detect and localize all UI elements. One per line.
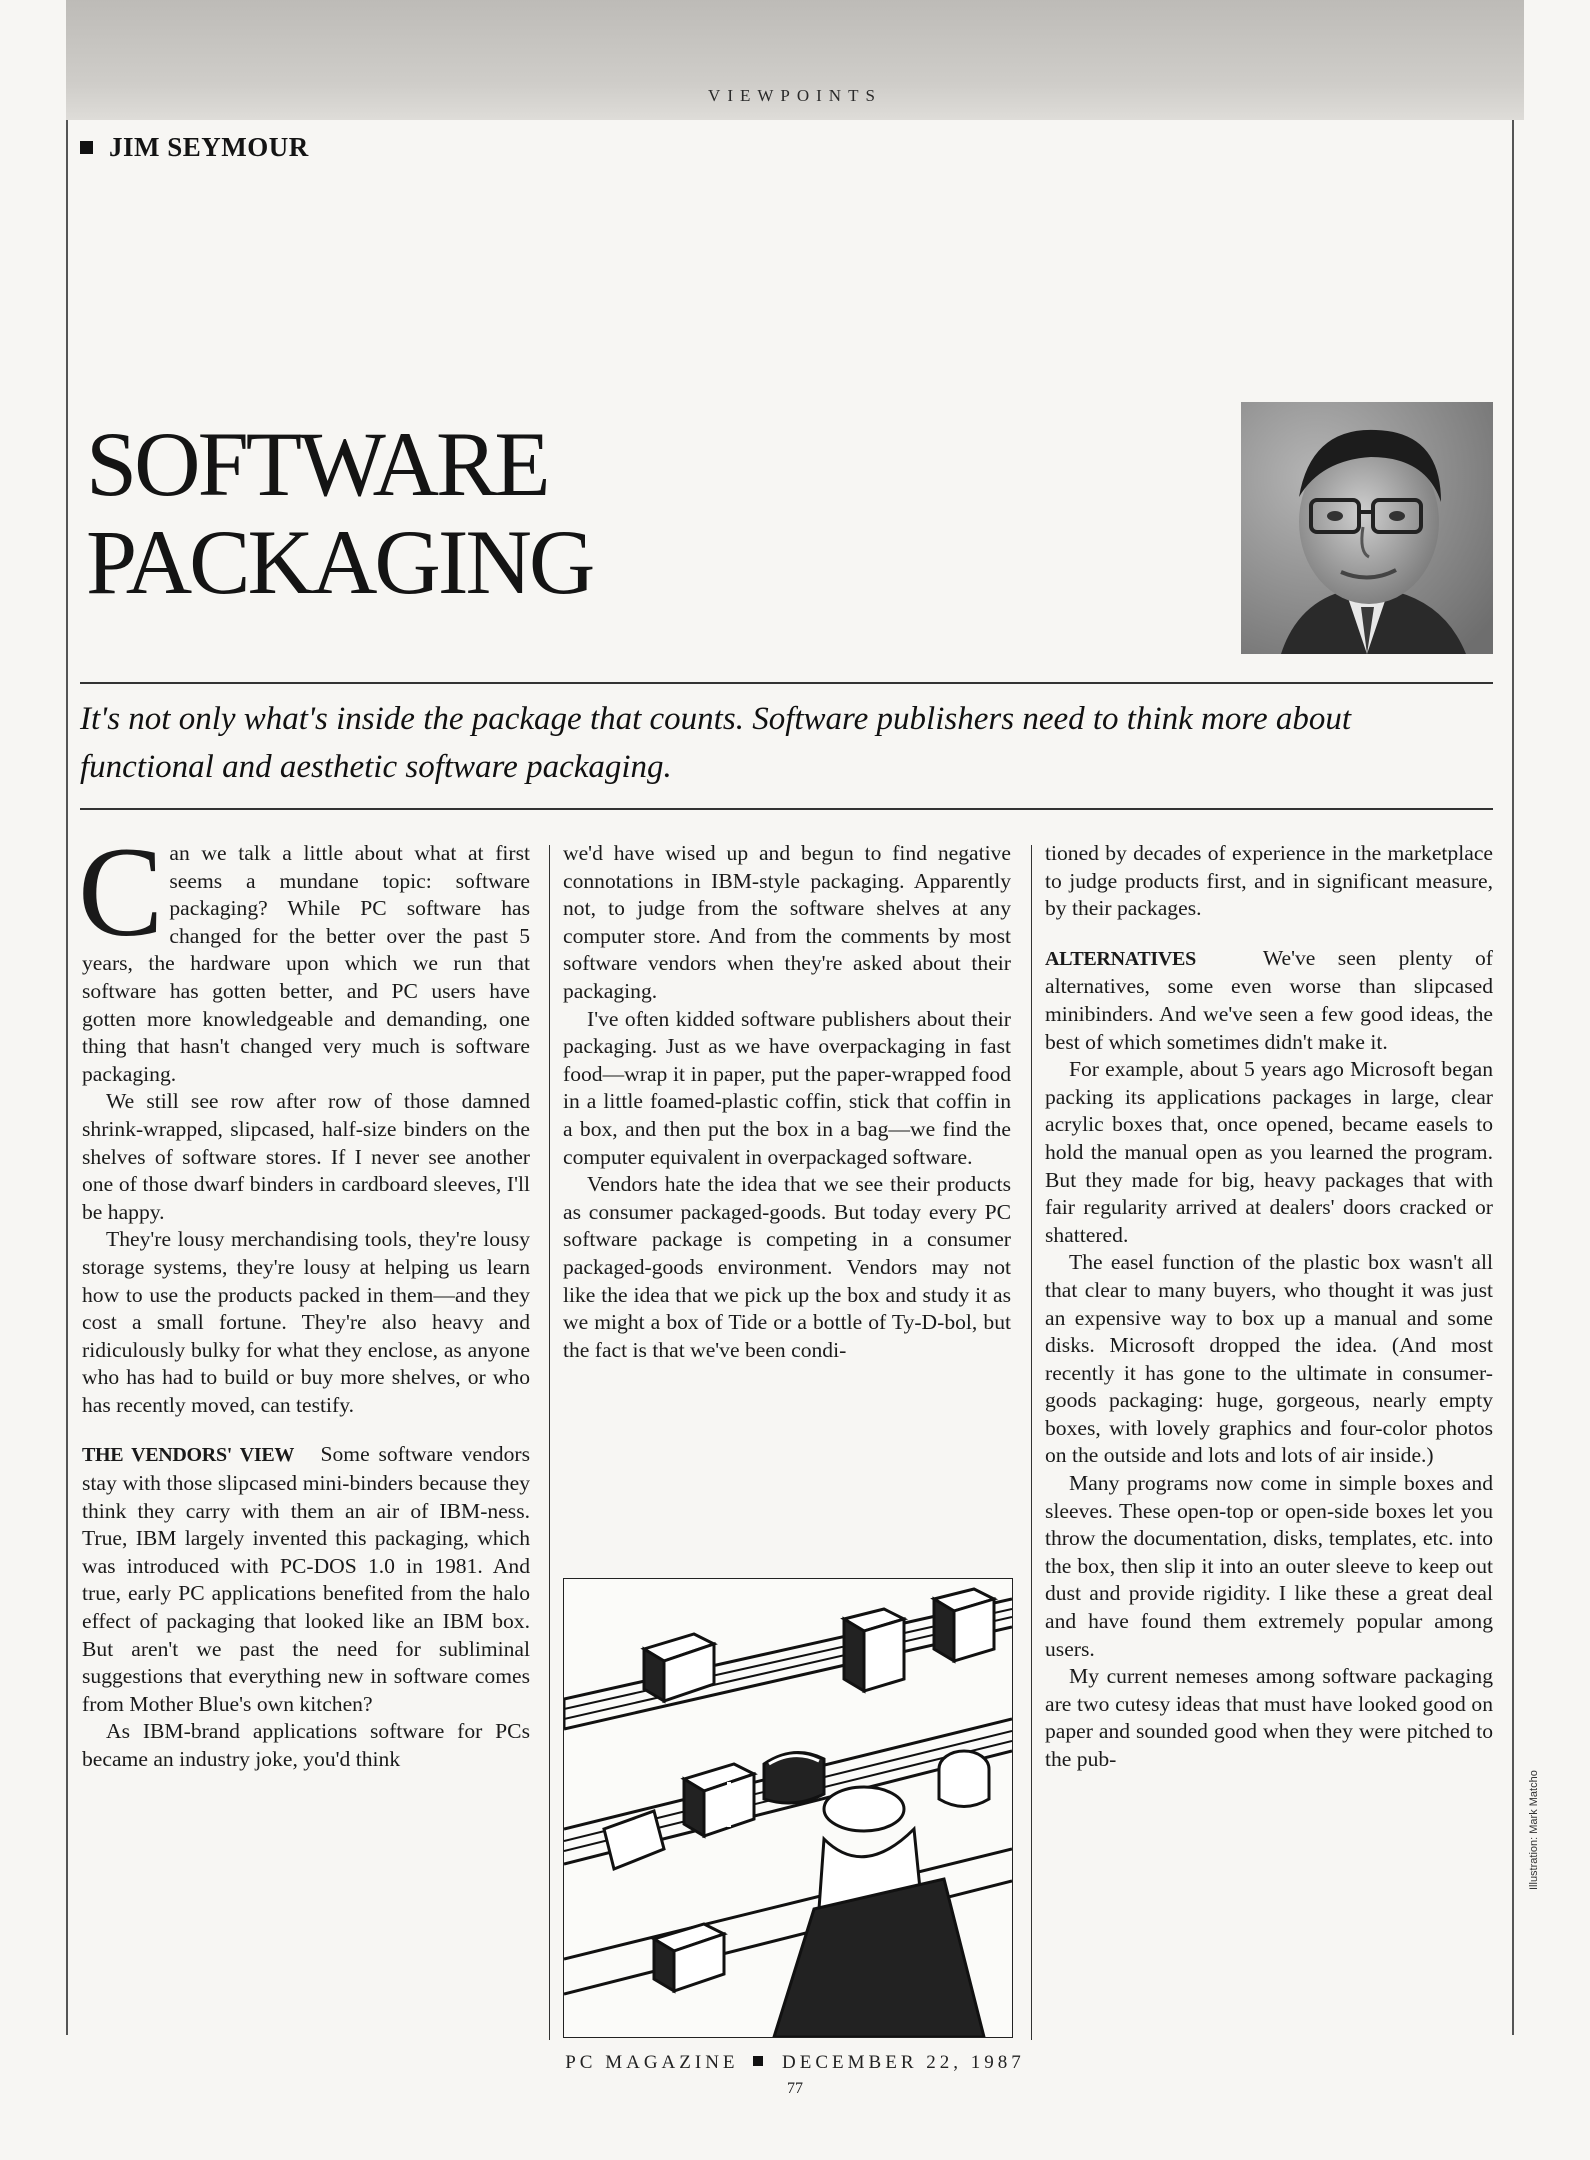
article-title bbox=[86, 413, 593, 613]
page-frame-left bbox=[66, 120, 68, 2035]
paragraph: we'd have wised up and begun to find negative connotations in IBM-style packaging. Apparently not, to judge from the software shelves at any computer store. And from the comments by most software vendors when they're asked about their packaging. bbox=[563, 841, 1011, 1003]
drop-cap: C bbox=[78, 821, 164, 963]
column-1 bbox=[78, 821, 530, 1774]
paragraph: tioned by decades of experience in the marketplace to judge products first, and in significant measure, by their packages. bbox=[1045, 841, 1493, 921]
paragraph bbox=[1045, 945, 1493, 1056]
article-deck: It's not only what's inside the package that counts. Software publishers need to think more about functional and aesthetic software packaging. bbox=[80, 701, 1352, 785]
paragraph-text: We've seen plenty of alternatives, some even worse than slipcased minibinders. And we've seen a few good ideas, the best of which sometimes didn't make it. bbox=[1045, 945, 1493, 1054]
paragraph-text: Some software vendors stay with those slipcased mini-binders because they think they carry with them an air of IBM-ness. True, IBM largely invented this packaging, which was introduced with PC-DOS 1.0 in 1981. And true, early PC applications benefited from the halo effect of packaging that looked like an IBM box. But aren't we past the need for subliminal suggestions that everything new in software comes from Mother Blue's own kitchen? bbox=[82, 1442, 530, 1716]
illustration bbox=[563, 1578, 1013, 2038]
author-photo bbox=[1241, 402, 1493, 654]
paragraph: The easel function of the plastic box wasn't all that clear to many buyers, who thought it was just an expensive way to box up a manual and some disks. Microsoft dropped the idea. (And most recently it has gone to the ultimate in consumer-goods packaging: huge, gorgeous, nearly empty boxes, with lovely graphics and four-color photos on the outside and lots and lots of air inside.) bbox=[1045, 1250, 1493, 1468]
deck-bottom-rule bbox=[80, 808, 1493, 810]
column-2 bbox=[563, 840, 1011, 1364]
paragraph bbox=[78, 821, 530, 1088]
paragraph: I've often kidded software publishers about their packaging. Just as we have overpackaging in fast food—wrap it in paper, put the paper-wrapped food in a little foamed-plastic coffin, stick that coffin in a box, and then put the box in a bag—we find the computer equivalent in overpackaged software. bbox=[563, 1006, 1011, 1169]
section-label: VIEWPOINTS bbox=[708, 86, 882, 105]
illustration-credit: Illustration: Mark Matcho bbox=[1528, 1770, 1540, 1890]
paragraph: They're lousy merchandising tools, they're lousy storage systems, they're lousy at helping us learn how to use the products packed in them—and they cost a small fortune. They're also heavy and ridiculously bulky for what they enclose, as anyone who has had to build or buy more shelves, or who has recently moved, can testify. bbox=[82, 1227, 530, 1417]
title-line-2: PACKAGING bbox=[86, 511, 593, 613]
author-portrait-image bbox=[1241, 402, 1493, 654]
byline bbox=[80, 132, 309, 163]
paragraph-text: an we talk a little about what at first seems a mundane topic: software packaging? While PC software has changed for the better over the past 5 years, the hardware upon which we run that software has gotten better, and PC users have gotten more knowledgeable and demanding, one thing that hasn't changed very much is software packaging. bbox=[82, 841, 530, 1086]
title-line-1: SOFTWARE bbox=[86, 413, 548, 515]
page-frame-right bbox=[1512, 120, 1514, 2035]
paragraph: For example, about 5 years ago Microsoft began packing its applications packages in large, clear acrylic boxes that, once opened, became easels to hold the manual open as you learned the program. But they made for big, heavy packages that with fair regularity arrived at dealers' doors cracked or shattered. bbox=[1045, 1057, 1493, 1247]
footer-date: DECEMBER 22, 1987 bbox=[782, 2052, 1025, 2073]
page-footer bbox=[0, 2052, 1590, 2074]
author-name: JIM SEYMOUR bbox=[109, 132, 309, 162]
paragraph: Many programs now come in simple boxes and sleeves. These open-top or open-side boxes let you throw the documentation, disks, templates, etc. into the box, then slip it into an outer sleeve to keep out dust and provide rigidity. I like these a great deal and have found them extremely popular among users. bbox=[1045, 1471, 1493, 1661]
paragraph: Vendors hate the idea that we see their products as consumer packaged-goods. But today every PC software package is competing in a consumer packaged-goods environment. Vendors may not like the idea that we pick up the box and study it as we might a box of Tide or a bottle of Ty-D-bol, but the fact is that we've been condi- bbox=[563, 1172, 1011, 1362]
section-heading: ALTERNATIVES bbox=[1045, 947, 1196, 970]
column-3 bbox=[1045, 840, 1493, 1774]
paragraph: As IBM-brand applications software for PCs became an industry joke, you'd think bbox=[82, 1719, 530, 1771]
shelf-illustration-image bbox=[564, 1579, 1012, 2037]
footer-magazine: PC MAGAZINE bbox=[565, 2052, 739, 2073]
deck-top-rule bbox=[80, 682, 1493, 684]
bullet-square-icon bbox=[80, 141, 93, 154]
paragraph bbox=[82, 1441, 530, 1718]
page-number: 77 bbox=[787, 2080, 803, 2097]
column-divider bbox=[1031, 845, 1032, 2040]
paragraph: We still see row after row of those damned shrink-wrapped, slipcased, half-size binders on the shelves of software stores. If I never see another one of those dwarf binders in cardboard sleeves, I'll be happy. bbox=[82, 1089, 530, 1224]
paragraph: My current nemeses among software packaging are two cutesy ideas that must have looked good on paper and sounded good when they were pitched to the pub- bbox=[1045, 1664, 1493, 1771]
section-heading: THE VENDORS' VIEW bbox=[82, 1444, 295, 1467]
column-divider bbox=[549, 845, 550, 2040]
bullet-square-icon bbox=[753, 2056, 763, 2066]
